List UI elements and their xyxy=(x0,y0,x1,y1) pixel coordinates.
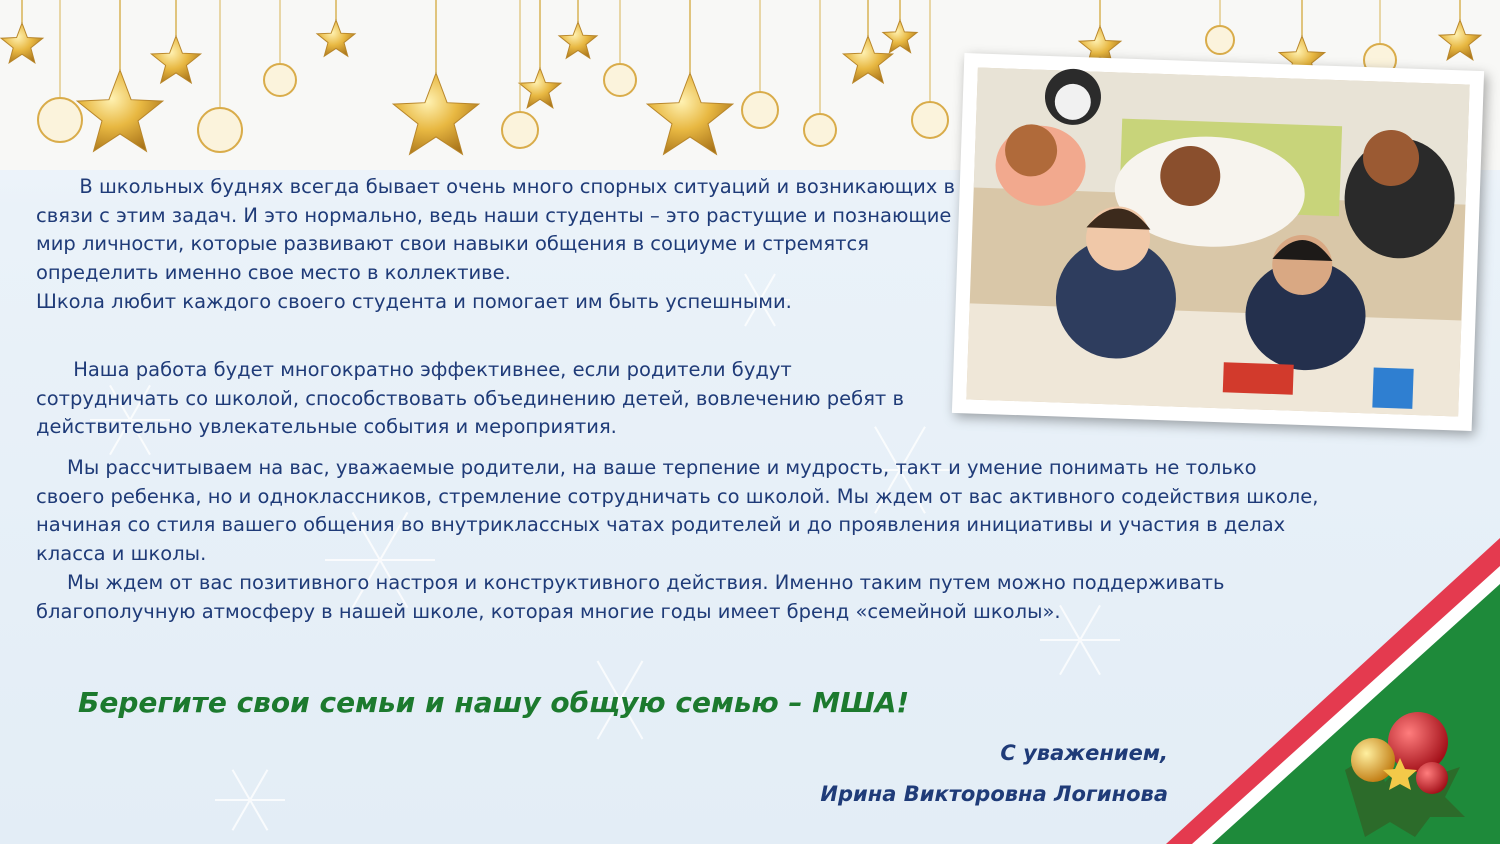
ornament-ball-icon xyxy=(912,102,948,138)
ornament-ball-icon xyxy=(38,98,82,142)
intro-paragraph: В школьных буднях всегда бывает очень много спорных ситуаций и возникающих в связи с этим задач. И это нормально, ведь наши студенты – это растущие и познающие мир личности, которые развивают свои навыки общения в социуме и стремятся определить именно свое место в коллективе. Школа любит каждого своего студента и помогает им быть успешными. xyxy=(36,175,956,313)
cooperation-paragraph: Наша работа будет многократно эффективнее, если родители будут сотрудничать со школой, способствовать объединению детей, вовлечению ребят в действительно увлекательные события и мероприятия. xyxy=(36,358,904,439)
photo-image xyxy=(952,53,1484,431)
ornament-ball-icon xyxy=(604,64,636,96)
children-crafting-photo xyxy=(952,53,1484,431)
parents-appeal-paragraph: Мы рассчитываем на вас, уважаемые родители, на ваше терпение и мудрость, такт и умение понимать не только своего ребенка, но и одноклассников, стремление сотрудничать со школой. Мы ждем от вас активного содействия школе, начиная со стиля вашего общения во внутриклассных чатах родителей и до проявления инициативы и участия в делах класса и школы. Мы ждем от вас позитивного настроя и конструктивного действия. Именно таким путем можно поддерживать благополучную атмосферу в нашей школе, которая многие годы имеет бренд «семейной школы». xyxy=(36,456,1319,623)
ornament-ball-icon xyxy=(1206,26,1234,54)
ornament-ball-icon xyxy=(804,114,836,146)
signature-greeting: С уважением, xyxy=(1000,741,1168,765)
ornament-ball-icon xyxy=(198,108,242,152)
motto-heading: Берегите свои семьи и нашу общую семью – МША! xyxy=(78,686,910,719)
ornament-ball-icon xyxy=(264,64,296,96)
ornament-ball-icon xyxy=(742,92,778,128)
ornament-ball-icon xyxy=(502,112,538,148)
signature-name: Ирина Викторовна Логинова xyxy=(820,782,1168,806)
